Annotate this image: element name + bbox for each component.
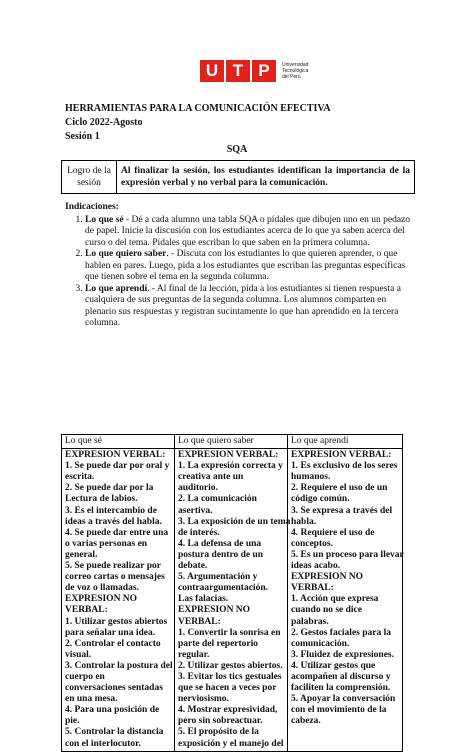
cell-line: EXPRESION NO bbox=[65, 594, 138, 605]
logo-text-line: del Perú bbox=[282, 74, 301, 80]
cell-line: comunicación. bbox=[291, 638, 350, 649]
logro-table bbox=[61, 160, 415, 194]
cell-line: pero sin sobreactuar. bbox=[178, 716, 263, 727]
column-header-lo-que-se: Lo que sé bbox=[62, 435, 175, 449]
cell-line: nerviosismo. bbox=[178, 694, 229, 705]
cell-line: 1. Utilizar gestos abiertos bbox=[65, 616, 168, 627]
cell-line: 1. Acción que expresa bbox=[291, 594, 379, 605]
item-heading: Lo que sé bbox=[85, 214, 124, 225]
cell-line: EXPRESION VERBAL: bbox=[65, 450, 166, 461]
cell-line: correo cartas o mensajes bbox=[65, 572, 165, 583]
logo-letter-u: U bbox=[200, 60, 224, 82]
cell-line: 2. Gestos faciales para la bbox=[291, 627, 392, 638]
column-lo-que-se bbox=[62, 449, 175, 752]
list-item bbox=[85, 284, 417, 330]
cell-line: conceptos. bbox=[291, 538, 333, 549]
cell-line: EXPRESION NO bbox=[291, 572, 364, 583]
item-heading: Lo que quiero saber bbox=[85, 249, 167, 259]
cell-line: 5. El propósito de la bbox=[178, 727, 259, 738]
cell-line: 5. Argumentación y bbox=[178, 572, 258, 583]
cell-line: 5. Controlar la distancia bbox=[65, 727, 164, 738]
cell-line: humanos. bbox=[291, 472, 331, 483]
cell-line: 1. Es exclusivo de los seres bbox=[291, 461, 398, 472]
cell-line: 4. Requiere el uso de bbox=[291, 527, 375, 538]
cell-line: 1. Convertir la sonrisa en bbox=[178, 627, 281, 638]
cell-line: 3. Fluidez de expresiones. bbox=[291, 649, 395, 660]
utp-logo bbox=[200, 60, 322, 82]
cell-line: postura dentro de un bbox=[178, 549, 264, 560]
section-title: SQA bbox=[226, 144, 248, 155]
cell-line: general. bbox=[65, 549, 98, 560]
cell-line: visual. bbox=[65, 649, 92, 660]
cell-line: 4. Utilizar gestos que bbox=[291, 660, 376, 671]
cell-line: 3. Controlar la postura del bbox=[65, 660, 173, 671]
course-title: HERRAMIENTAS PARA LA COMUNICACIÓN EFECTIVA bbox=[65, 103, 331, 114]
cell-line: habla. bbox=[291, 516, 317, 527]
logro-row bbox=[62, 161, 415, 194]
cell-line: 4. La defensa de una bbox=[178, 538, 262, 549]
logro-text: Al finalizar la sesión, los estudiantes identifican la importancia de la expresión verbal y no verbal para la comunicación. bbox=[117, 161, 415, 194]
logo-letter-t: T bbox=[226, 60, 250, 82]
logo-letters bbox=[200, 60, 278, 82]
column-lo-que-aprendi bbox=[288, 449, 403, 752]
cell-line: ideas a través del habla. bbox=[65, 516, 162, 527]
cell-line: que se hacen a veces por bbox=[178, 683, 277, 694]
cell-line: cuerpo en bbox=[65, 671, 105, 682]
cell-line: conversaciones sentadas bbox=[65, 683, 163, 694]
cell-line: VERBAL: bbox=[178, 616, 221, 627]
cell-line: 4. Se puede dar entre una bbox=[65, 527, 169, 538]
cell-line: EXPRESION NO bbox=[178, 605, 251, 616]
cell-line: exposición y el manejo del bbox=[178, 738, 284, 749]
logo-university-name bbox=[282, 62, 322, 80]
cell-line: Las falacias. bbox=[178, 594, 229, 605]
cell-line: regular. bbox=[178, 649, 210, 660]
cycle-label: Ciclo 2022-Agosto bbox=[65, 117, 143, 128]
cell-line: 3. Evitar los tics gestuales bbox=[178, 671, 282, 682]
cell-line: con el interlocutor. bbox=[65, 738, 141, 749]
cell-line: contraargumentación. bbox=[178, 583, 268, 594]
cell-line: cuando no se dice bbox=[291, 605, 362, 616]
cell-line: 2. Controlar el contacto bbox=[65, 638, 161, 649]
cell-line: 1. Se puede dar por oral y bbox=[65, 461, 170, 472]
cell-line: en una mesa. bbox=[65, 694, 118, 705]
sqa-table bbox=[61, 434, 403, 752]
column-header-lo-que-quiero-saber: Lo que quiero saber bbox=[175, 435, 288, 449]
cell-line: 3. Se expresa a través del bbox=[291, 505, 393, 516]
cell-line: 4. Mostrar expresividad, bbox=[178, 705, 278, 716]
indicaciones bbox=[65, 202, 417, 330]
cell-line: 5. Es un proceso para llevar bbox=[291, 549, 404, 560]
table-row bbox=[62, 449, 403, 752]
cell-line: 2. Requiere el uso de un bbox=[291, 483, 388, 494]
logo-text-line: Universidad bbox=[282, 62, 309, 68]
cell-line: 3. La exposición de un tema bbox=[178, 516, 291, 527]
session-label: Sesión 1 bbox=[65, 131, 100, 142]
cell-line: Lectura de labios. bbox=[65, 494, 138, 505]
cell-line: cabeza. bbox=[291, 716, 321, 727]
cell-line: escrita. bbox=[65, 472, 95, 483]
cell-line: para señalar una idea. bbox=[65, 627, 156, 638]
logro-label: Logro de la sesión bbox=[62, 161, 117, 194]
cell-line: código común. bbox=[291, 494, 350, 505]
cell-line: 3. Es el intercambio de bbox=[65, 505, 157, 516]
cell-line: o varias personas en bbox=[65, 538, 148, 549]
item-text: - Dé a cada alumno una tabla SQA o pídales que dibujen uno en un pedazo de papel. Inicie la discusión con los estudiantes acerca de lo que ya saben acerca del curso o del tema. Pídales que escriban lo que saben en la primera columna. bbox=[85, 214, 411, 248]
cell-line: pie. bbox=[65, 716, 80, 727]
indicaciones-title: Indicaciones: bbox=[65, 202, 119, 212]
cell-line: 4. Para una posición de bbox=[65, 705, 160, 716]
cell-line: VERBAL: bbox=[291, 583, 334, 594]
item-text: . - Discuta con los estudiantes lo que quieren aprender, o que hablen en pares. Luego, pida a los estudiantes que escriban las preguntas específicas que tienen sobre el tema en la segunda columna. bbox=[85, 249, 406, 282]
list-item bbox=[85, 215, 417, 250]
cell-line: de voz o llamadas. bbox=[65, 583, 139, 594]
indicaciones-list bbox=[65, 215, 417, 330]
cell-line: EXPRESION VERBAL: bbox=[178, 450, 279, 461]
cell-line: 5. Se puede realizar por bbox=[65, 561, 161, 572]
column-header-lo-que-aprendi: Lo que aprendí bbox=[288, 435, 403, 449]
cell-line: acompañen al discurso y bbox=[291, 671, 391, 682]
item-heading: Lo que aprendí bbox=[85, 283, 148, 294]
cell-line: 2. Utilizar gestos abiertos. bbox=[178, 660, 283, 671]
cell-line: palabras. bbox=[291, 616, 329, 627]
cell-line: 2. Se puede dar por la bbox=[65, 483, 154, 494]
logo-text-line: Tecnológica bbox=[282, 68, 309, 74]
column-lo-que-quiero-saber bbox=[175, 449, 291, 752]
cell-line: 2. La comunicación bbox=[178, 494, 257, 505]
item-text: . - Al final de la lección, pida a los estudiantes si tienen respuesta a cualquiera de sus preguntas de la segunda columna. Los alumnos comparten en plenario sus respuestas y registran sucintamente lo que han aprendido en la tercera columna. bbox=[85, 283, 401, 328]
cell-line: asertiva. bbox=[178, 505, 213, 516]
cell-line: con el movimiento de la bbox=[291, 705, 387, 716]
list-item bbox=[85, 249, 417, 284]
logo-letter-p: P bbox=[252, 60, 276, 82]
cell-line: auditorio. bbox=[178, 483, 218, 494]
cell-line: faciliten la comprensión. bbox=[291, 683, 391, 694]
cell-line: parte del repertorio bbox=[178, 638, 259, 649]
table-header-row bbox=[62, 435, 403, 449]
cell-line: debate. bbox=[178, 561, 208, 572]
cell-line: creativa ante un bbox=[178, 472, 244, 483]
cell-line: 1. La expresión correcta y bbox=[178, 461, 283, 472]
document-header bbox=[65, 102, 331, 144]
cell-line: VERBAL: bbox=[65, 605, 108, 616]
cell-line: 5. Apoyar la conversación bbox=[291, 694, 396, 705]
cell-line: de interés. bbox=[178, 527, 220, 538]
cell-line: EXPRESION VERBAL: bbox=[291, 450, 392, 461]
cell-line: ideas acabo. bbox=[291, 561, 341, 572]
